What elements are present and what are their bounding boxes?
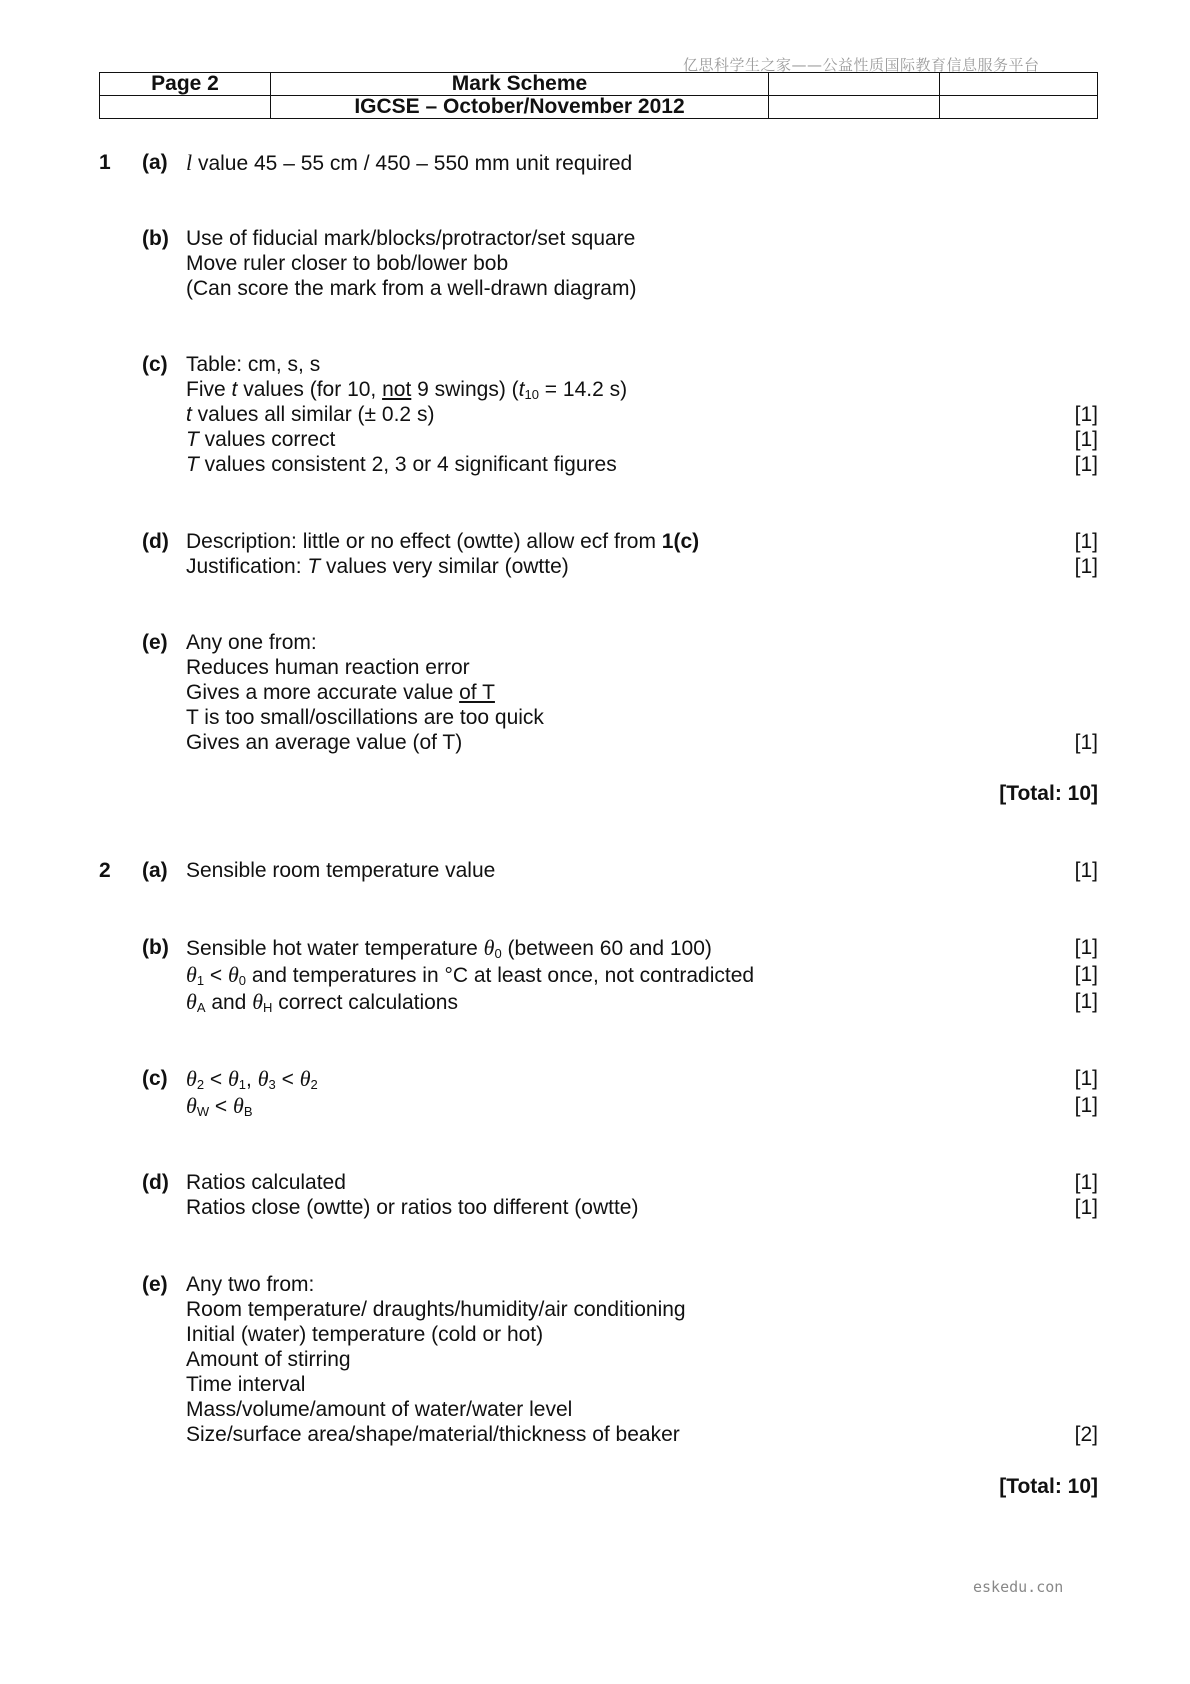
q2-d-mark-2: [1] xyxy=(1074,1196,1098,1219)
q1-e-mark: [1] xyxy=(1074,731,1098,754)
q1-d-mark-2: [1] xyxy=(1074,555,1098,578)
q1-part-e-label: (e) xyxy=(142,631,168,654)
q2-total: [Total: 10] xyxy=(999,1475,1098,1498)
q1-c-mark-2: [1] xyxy=(1074,428,1098,451)
q1-b-line-2: Move ruler closer to bob/lower bob xyxy=(186,252,509,275)
q1-d-line-1: Description: little or no effect (owtte) allow ecf from 1(c) xyxy=(186,530,700,553)
question-2-number: 2 xyxy=(99,859,111,882)
q1-c-mark-1: [1] xyxy=(1074,403,1098,426)
header-empty-cell xyxy=(100,96,271,119)
q1-c-line-1: Table: cm, s, s xyxy=(186,353,321,376)
q2-b-line-1: Sensible hot water temperature $\theta_0$ (between 60 and 100) xyxy=(186,935,712,961)
header-empty-cell xyxy=(769,96,940,119)
q2-a-mark: [1] xyxy=(1074,859,1098,882)
q2-b-line-2: $\theta_1 < \theta_0$ and temperatures in °C at least once, not contradicted xyxy=(186,962,755,988)
q2-d-line-1: Ratios calculated xyxy=(186,1171,346,1194)
q1-c-mark-3: [1] xyxy=(1074,453,1098,476)
header-empty-cell xyxy=(769,73,940,96)
q1-part-a-text: l value 45 – 55 cm / 450 – 550 mm unit required xyxy=(186,150,633,175)
header-title: Mark Scheme xyxy=(271,73,769,96)
q1-part-a-label: (a) xyxy=(142,151,168,174)
watermark: 亿思科学生之家——公益性质国际教育信息服务平台 xyxy=(683,56,1040,74)
q2-d-mark-1: [1] xyxy=(1074,1171,1098,1194)
header-page: Page 2 xyxy=(100,73,271,96)
q2-e-line-4: Amount of stirring xyxy=(186,1348,351,1371)
header-syllabus: IGCSE – October/November 2012 xyxy=(271,96,769,119)
q1-d-line-2: Justification: T values very similar (owtte) xyxy=(186,555,569,578)
header-empty-cell xyxy=(940,73,1098,96)
header-table xyxy=(99,72,1098,119)
q1-e-line-4: T is too small/oscillations are too quick xyxy=(186,706,544,729)
q1-part-d-label: (d) xyxy=(142,530,169,553)
q2-c-mark-1: [1] xyxy=(1074,1067,1098,1090)
q1-c-line-4: T values correct xyxy=(186,428,336,451)
q2-e-line-7: Size/surface area/shape/material/thickness of beaker xyxy=(186,1423,680,1446)
header-empty-cell xyxy=(940,96,1098,119)
q2-c-mark-2: [1] xyxy=(1074,1094,1098,1117)
footer-url: eskedu.con xyxy=(973,1578,1064,1596)
q1-b-line-1: Use of fiducial mark/blocks/protractor/set square xyxy=(186,227,636,250)
q1-part-b-label: (b) xyxy=(142,227,169,250)
q2-part-c-label: (c) xyxy=(142,1067,168,1090)
q2-b-line-3: $\theta_A$ and $\theta_H$ correct calculations xyxy=(186,989,458,1015)
q2-e-line-6: Mass/volume/amount of water/water level xyxy=(186,1398,573,1421)
q1-d-mark-1: [1] xyxy=(1074,530,1098,553)
q2-a-text: Sensible room temperature value xyxy=(186,859,496,882)
q1-c-line-3: t values all similar (± 0.2 s) xyxy=(186,403,435,426)
q2-b-mark-1: [1] xyxy=(1074,936,1098,959)
q1-e-line-1: Any one from: xyxy=(186,631,317,654)
q2-part-b-label: (b) xyxy=(142,936,169,959)
q2-b-mark-2: [1] xyxy=(1074,963,1098,986)
q2-e-mark: [2] xyxy=(1074,1423,1098,1446)
q2-part-d-label: (d) xyxy=(142,1171,169,1194)
q2-e-line-5: Time interval xyxy=(186,1373,306,1396)
q2-part-a-label: (a) xyxy=(142,859,168,882)
q2-c-line-2: $\theta_W < \theta_B$ xyxy=(186,1093,253,1119)
q2-c-line-1: $\theta_2 < \theta_1$, $\theta_3 < \theta_2$ xyxy=(186,1066,318,1092)
q2-e-line-3: Initial (water) temperature (cold or hot) xyxy=(186,1323,544,1346)
q2-d-line-2: Ratios close (owtte) or ratios too different (owtte) xyxy=(186,1196,639,1219)
q1-e-line-5: Gives an average value (of T) xyxy=(186,731,463,754)
q1-part-c-label: (c) xyxy=(142,353,168,376)
q1-c-line-5: T values consistent 2, 3 or 4 significant figures xyxy=(186,453,617,476)
q2-part-e-label: (e) xyxy=(142,1273,168,1296)
q1-e-line-3: Gives a more accurate value of T xyxy=(186,681,495,704)
q1-total: [Total: 10] xyxy=(999,782,1098,805)
q1-b-line-3: (Can score the mark from a well-drawn diagram) xyxy=(186,277,637,300)
q2-e-line-2: Room temperature/ draughts/humidity/air conditioning xyxy=(186,1298,686,1321)
q1-e-line-2: Reduces human reaction error xyxy=(186,656,470,679)
q1-c-line-2: Five t values (for 10, not 9 swings) ($t_{10} = 14.2$ s) xyxy=(186,378,628,402)
q2-b-mark-3: [1] xyxy=(1074,990,1098,1013)
question-1-number: 1 xyxy=(99,151,111,174)
q2-e-line-1: Any two from: xyxy=(186,1273,315,1296)
